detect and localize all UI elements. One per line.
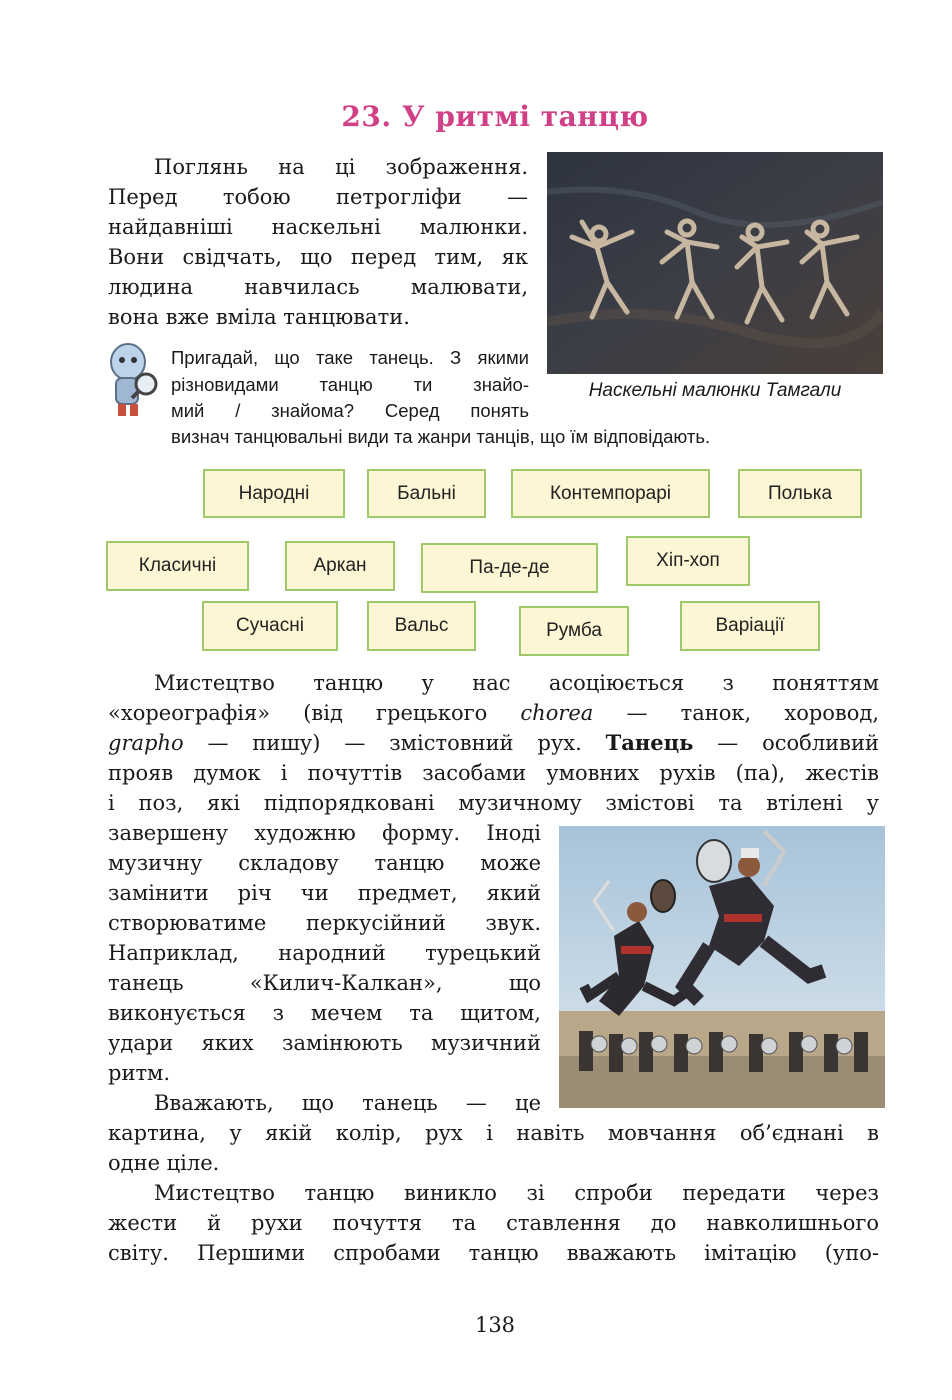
paragraph-line — [108, 698, 879, 728]
intro-line: Перед тобою петрогліфи — — [108, 185, 528, 209]
dance-term-chip: Румба — [519, 606, 629, 656]
dance-origin-paragraph — [108, 1178, 879, 1268]
paragraph-line: створюватиме перкусійний звук. — [108, 911, 541, 935]
dance-term-chip: Хіп-хоп — [626, 536, 750, 586]
page-title: 23. У ритмі танцю — [341, 100, 649, 133]
dance-term-chip: Сучасні — [202, 601, 338, 651]
paragraph-line: прояв думок і почуттів засобами умовних рухів (па), жестів — [108, 761, 879, 785]
paragraph-line: Вважають, що танець — це — [154, 1091, 541, 1115]
intro-line: найдавніші наскельні малюнки. — [108, 215, 528, 239]
paragraph-line: Мистецтво танцю виникло зі спроби передати через — [154, 1181, 879, 1205]
paragraph-line: світу. Першими спробами танцю вважають імітацію (упо- — [108, 1241, 879, 1265]
task-text — [171, 345, 529, 425]
task-line: Пригадай, що таке танець. З якими — [171, 347, 529, 368]
dance-picture-paragraph — [108, 1118, 879, 1178]
dance-term-chip: Аркан — [285, 541, 395, 591]
task-last-line: визнач танцювальні види та жанри танців, що їм відповідають. — [171, 426, 711, 447]
task-line: мий / знайома? Серед понять — [171, 400, 529, 421]
dance-term-chip: Полька — [738, 469, 862, 518]
paragraph-line: одне ціле. — [108, 1151, 220, 1175]
sword-shield-dance-photo — [559, 826, 885, 1108]
dance-term-chip: Народні — [203, 469, 345, 518]
dance-term-chip: Варіації — [680, 601, 820, 651]
page-number: 138 — [474, 1313, 516, 1337]
intro-line: вона вже вміла танцювати. — [108, 305, 410, 329]
intro-line: Вони свідчать, що перед тим, як — [108, 245, 528, 269]
text-span: — особливий — [693, 731, 879, 755]
paragraph-line: і поз, які підпорядковані музичному змістові та втілені у — [108, 791, 879, 815]
task-line: різновидами танцю ти знайо- — [171, 373, 529, 395]
intro-line: Поглянь на ці зображення. — [154, 155, 528, 179]
term-grapho: grapho — [108, 731, 184, 755]
dance-term-chip: Контемпорарі — [511, 469, 710, 518]
paragraph-line: завершену художню форму. Іноді — [108, 821, 541, 845]
dance-term-chip: Класичні — [106, 541, 249, 591]
dance-term-chip: Вальс — [367, 601, 476, 651]
dance-term-chip: Па-де-де — [421, 543, 598, 593]
text-span: — танок, хоровод, — [593, 701, 879, 725]
text-span: «хореографія» (від грецького — [108, 701, 521, 725]
term-dance-bold: Танець — [605, 730, 694, 755]
paragraph-line: ритм. — [108, 1061, 171, 1085]
paragraph-line: танець «Килич-Калкан», що — [108, 971, 541, 995]
paragraph-line: замінити річ чи предмет, який — [108, 881, 541, 905]
paragraph-line: виконується з мечем та щитом, — [108, 1001, 541, 1025]
intro-line: людина навчилась малювати, — [108, 275, 528, 299]
paragraph-line: Наприклад, народний турецький — [108, 941, 541, 965]
task-magnifier-icon — [104, 340, 162, 418]
dance-term-chip: Бальні — [367, 469, 486, 518]
paragraph-line: удари яких замінюють музичний — [108, 1031, 541, 1055]
paragraph-line: жести й рухи почуття та ставлення до навколишнього — [108, 1211, 879, 1235]
paragraph-line: музичну складову танцю може — [108, 851, 541, 875]
paragraph-line: Мистецтво танцю у нас асоціюється з поняттям — [154, 671, 879, 695]
petroglyph-image — [547, 152, 883, 374]
paragraph-line: картина, у якій колір, рух і навіть мовчання об’єднані в — [108, 1121, 879, 1145]
text-span: — пишу) — змістовний рух. — [183, 731, 606, 755]
term-chorea: chorea — [520, 701, 594, 725]
paragraph-line — [108, 728, 879, 758]
choreography-paragraph-continued — [108, 818, 541, 1118]
petroglyph-caption: Наскельні малюнки Тамгали — [588, 380, 842, 401]
choreography-paragraph — [108, 668, 879, 818]
intro-paragraph — [108, 152, 528, 332]
